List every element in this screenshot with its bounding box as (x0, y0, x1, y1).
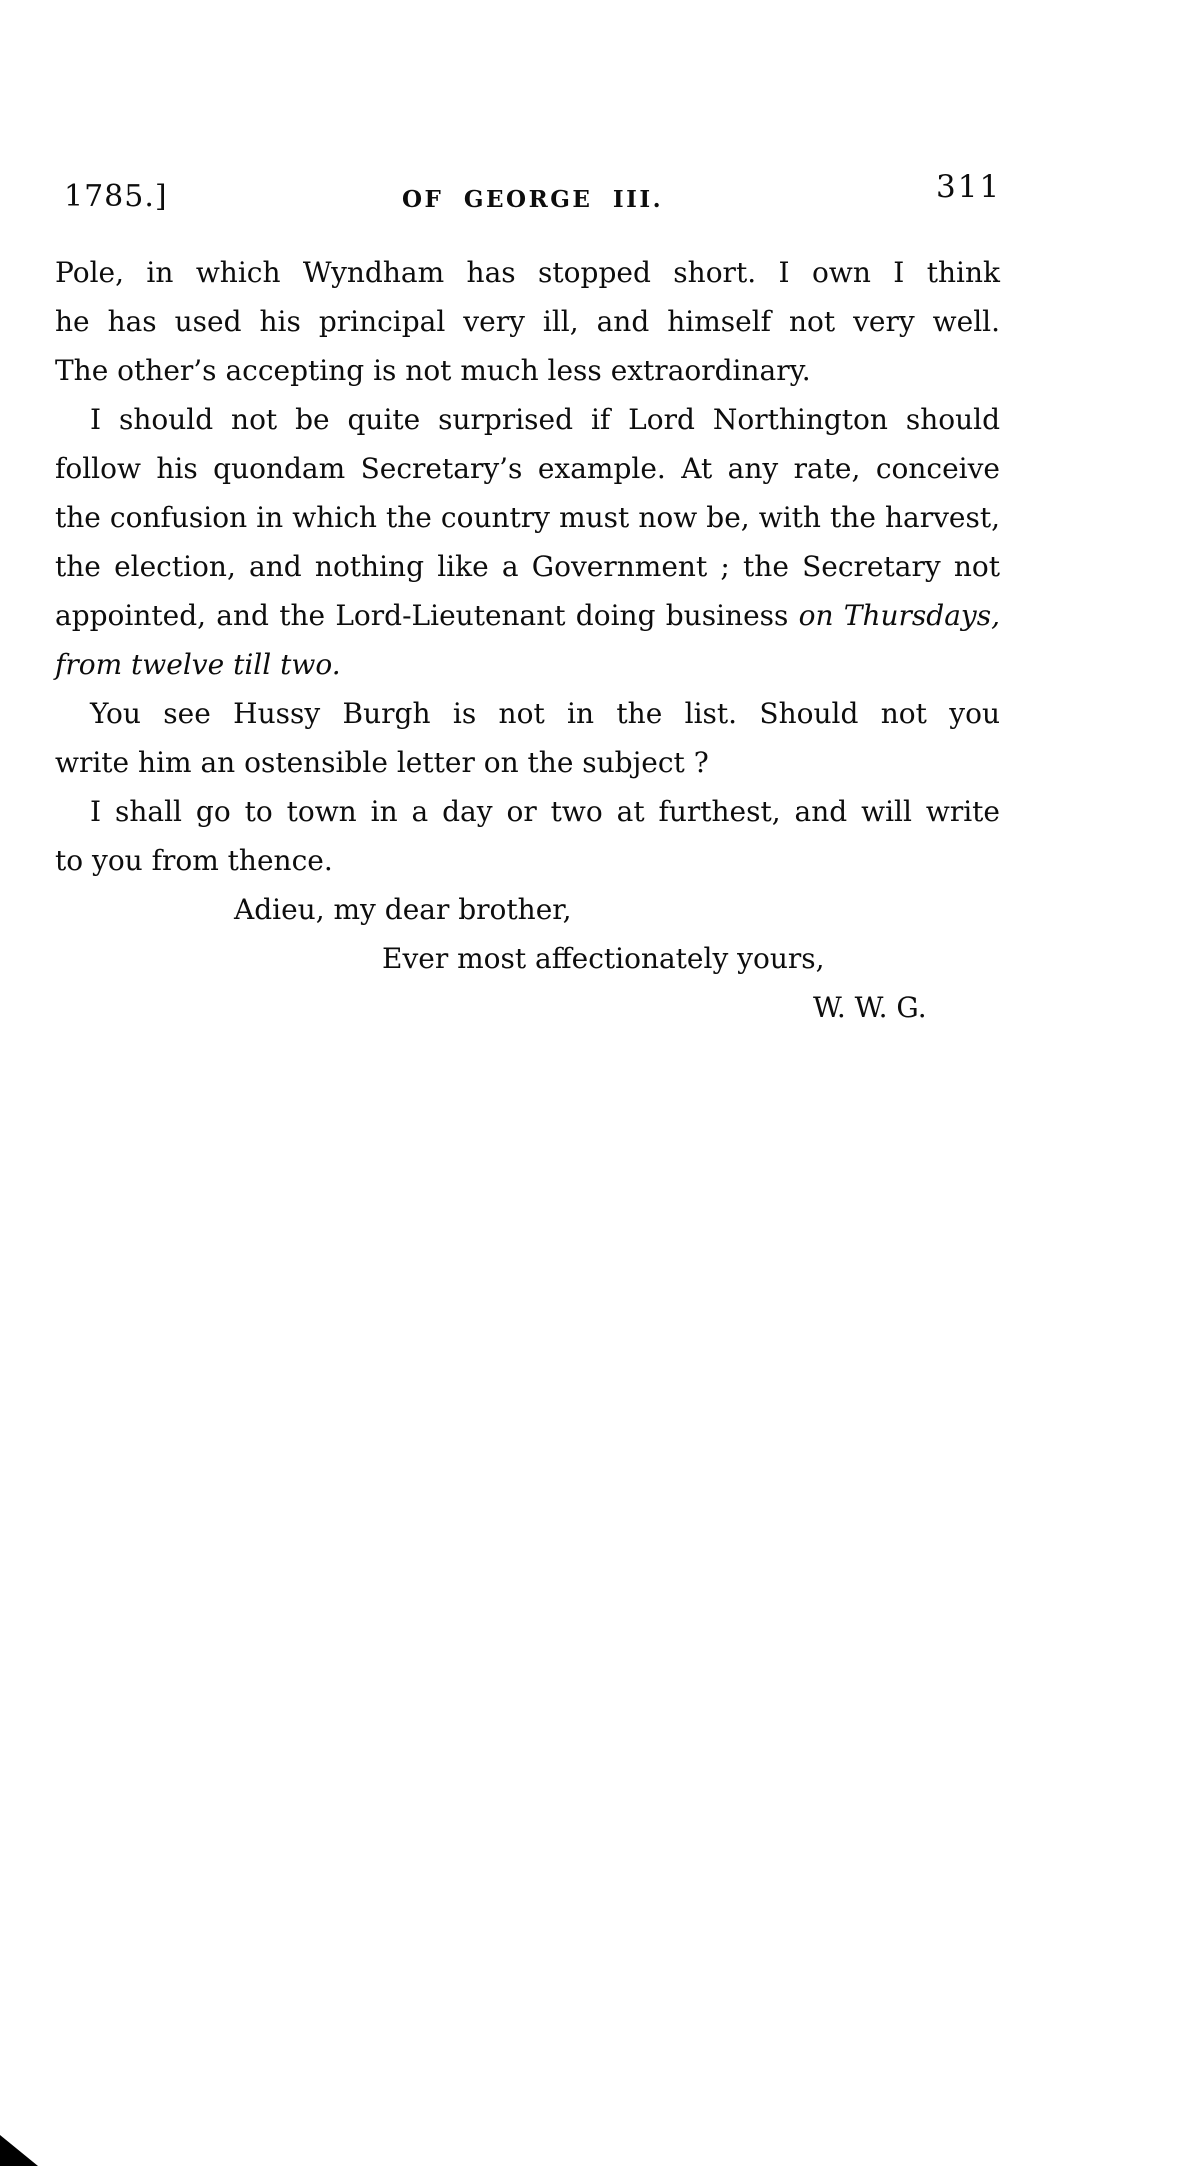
running-title: OF GEORGE III. (402, 186, 664, 213)
year-label: 1785.] (64, 179, 168, 214)
page-number: 311 (936, 169, 1002, 205)
body-line (55, 346, 1000, 395)
text-run: I should not be quite surprised if Lord Northington should (90, 403, 1000, 436)
text-run: appointed, and the Lord-Lieutenant doing business (55, 599, 799, 632)
text-run: Pole, in which Wyndham has stopped short. I own I think (55, 256, 1000, 289)
text-run: follow his quondam Secretary’s example. At any rate, conceive (55, 452, 1000, 485)
body-line (55, 836, 1000, 885)
body-line (55, 248, 1000, 297)
body-line (55, 542, 1000, 591)
body-line (55, 689, 1000, 738)
text-run: to you from thence. (55, 844, 333, 877)
body-line (55, 297, 1000, 346)
body-line (55, 787, 1000, 836)
text-run: Ever most affectionately yours, (382, 942, 825, 975)
text-run: I shall go to town in a day or two at furthest, and will write (90, 795, 1000, 828)
text-run: the confusion in which the country must now be, with the harvest, (55, 501, 1000, 534)
italic-text-run: from twelve till two. (55, 648, 341, 681)
body-line (55, 738, 1000, 787)
italic-text-run: on Thursdays, (798, 599, 1000, 632)
text-run: he has used his principal very ill, and himself not very well. (55, 305, 1000, 338)
text-run: The other’s accepting is not much less extraordinary. (55, 354, 811, 387)
signature (55, 983, 1000, 1032)
text-run: You see Hussy Burgh is not in the list. Should not you (90, 697, 1000, 730)
body-line (55, 591, 1000, 640)
text-run: the election, and nothing like a Government ; the Secretary not (55, 550, 1000, 583)
text-run: write him an ostensible letter on the subject ? (55, 746, 709, 779)
scan-artifact-corner-triangle-icon (0, 2135, 38, 2166)
text-run: Adieu, my dear brother, (234, 893, 572, 926)
closing-valediction (55, 934, 1000, 983)
closing-salutation (55, 885, 1000, 934)
text-run: W. W. G. (813, 991, 927, 1024)
body-line (55, 640, 1000, 689)
letter-body (55, 248, 1000, 1032)
body-line (55, 493, 1000, 542)
body-line (55, 395, 1000, 444)
body-line (55, 444, 1000, 493)
